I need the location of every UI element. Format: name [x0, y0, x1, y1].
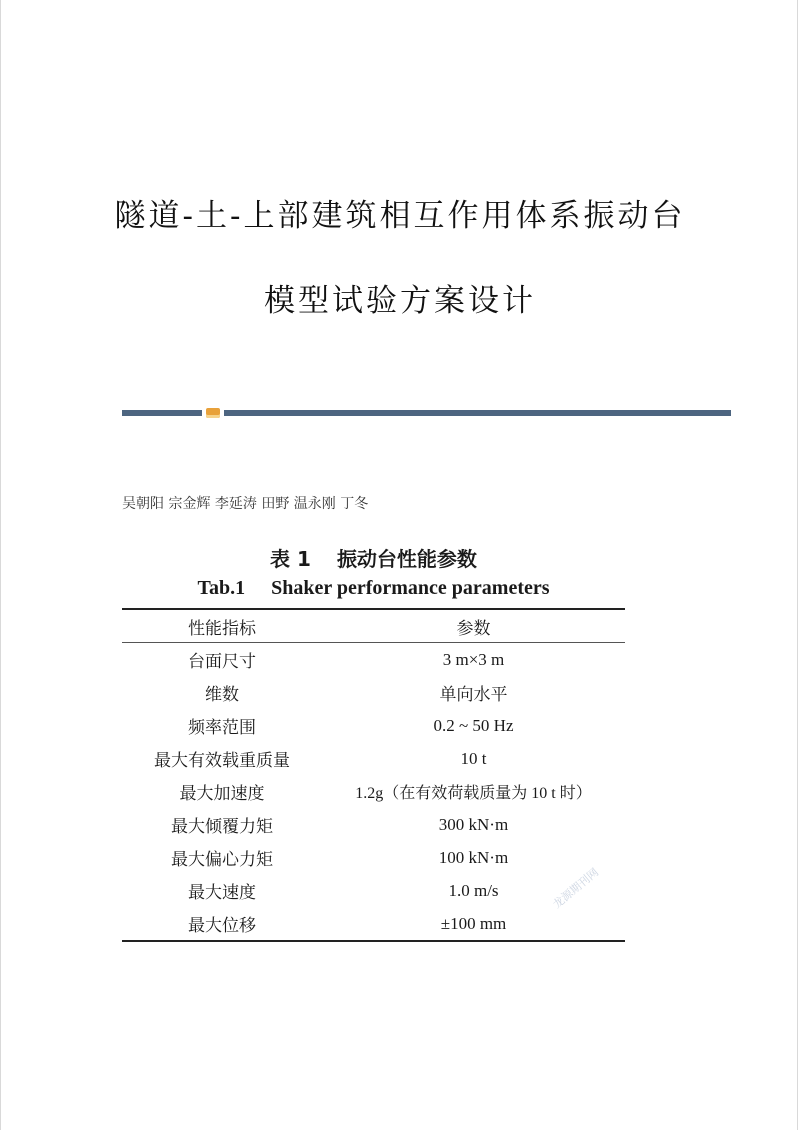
table-row [122, 775, 625, 808]
divider-badge-icon [206, 408, 220, 418]
watermark: 龙源期刊网 [550, 865, 602, 912]
table-row [122, 874, 625, 907]
row-indicator: 最大偏心力矩 [171, 850, 273, 870]
row-indicator: 维数 [205, 685, 239, 705]
table-title-en: Shaker performance parameters [271, 577, 550, 599]
header-indicator: 性能指标 [188, 618, 256, 639]
row-indicator: 最大速度 [188, 883, 256, 903]
row-value: 300 kN·m [438, 814, 509, 834]
author-list: 吴朝阳 宗金辉 李延涛 田野 温永刚 丁冬 [122, 496, 369, 512]
row-value: ±100 mm [440, 913, 507, 933]
row-indicator: 最大有效载重质量 [154, 751, 290, 771]
divider-right [224, 410, 731, 416]
header-parameter: 参数 [456, 618, 491, 639]
row-value: 单向水平 [439, 685, 508, 705]
shaker-parameters-table [122, 608, 625, 942]
row-value: 1.2g（在有效荷载质量为 10 t 时） [355, 785, 592, 802]
table-caption-cn [122, 543, 625, 572]
table-row [122, 742, 625, 775]
paper-title-line-2: 模型试验方案设计 [264, 283, 536, 319]
row-indicator: 最大位移 [188, 916, 256, 936]
table-caption-en [122, 577, 625, 600]
row-value: 0.2 ~ 50 Hz [433, 715, 514, 735]
table-row [122, 643, 625, 677]
paper-title-line-1: 隧道-土-上部建筑相互作用体系振动台 [114, 198, 686, 234]
row-indicator: 频率范围 [188, 718, 256, 738]
table-row [122, 841, 625, 874]
row-value: 10 t [460, 748, 487, 768]
row-value: 1.0 m/s [448, 880, 499, 900]
table-row [122, 808, 625, 841]
row-value: 3 m×3 m [442, 649, 505, 669]
table-header-row [122, 609, 625, 643]
table-label-cn: 表 1 [270, 547, 311, 571]
row-indicator: 最大加速度 [179, 784, 265, 804]
row-value: 100 kN·m [438, 847, 509, 867]
table-row [122, 676, 625, 709]
table-row [122, 709, 625, 742]
table-title-cn: 振动台性能参数 [336, 547, 477, 571]
row-indicator: 最大倾覆力矩 [171, 817, 273, 837]
divider-left [122, 410, 202, 416]
table-label-en: Tab.1 [197, 577, 246, 599]
row-indicator: 台面尺寸 [188, 652, 256, 672]
table-row [122, 907, 625, 941]
